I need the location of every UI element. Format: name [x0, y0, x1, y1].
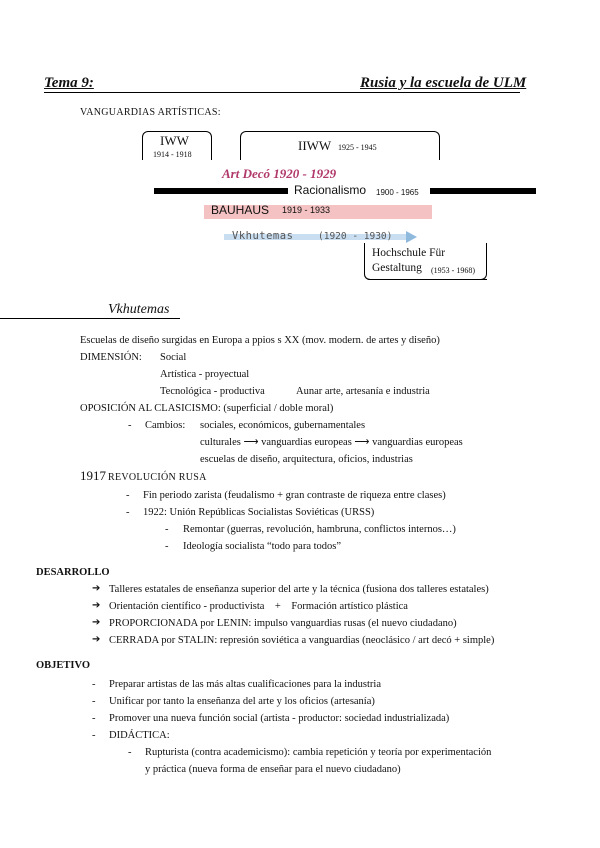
header-left: Tema 9:: [44, 75, 94, 91]
hochschule-dates: (1953 - 1968): [431, 266, 475, 275]
dimension-label: DIMENSIÓN:: [80, 352, 142, 363]
cambios-line2: culturales ⟶ vanguardias europeas ⟶ vanguardias europeas: [200, 437, 463, 448]
iiww-label: IIWW: [298, 138, 332, 153]
objetivo-item-4: DIDÁCTICA:: [109, 730, 170, 741]
cambios-label: Cambios:: [145, 420, 186, 431]
revolucion-bullet-1: -: [126, 490, 130, 501]
section-title: Vkhutemas: [108, 302, 170, 317]
revolucion-item-1: Fin periodo zarista (feudalismo + gran contraste de riqueza entre clases): [143, 490, 446, 501]
section-rule: [0, 318, 180, 319]
revolucion-sub-bullet-2: -: [165, 541, 169, 552]
header-rule: [44, 92, 520, 93]
racionalismo-bar-right: [430, 188, 536, 194]
intro-text: Escuelas de diseño surgidas en Europa a ppios s XX (mov. modern. de artes y diseño): [80, 335, 440, 346]
iww-dates: 1914 - 1918: [153, 150, 192, 159]
objetivo-item-3: Promover una nueva función social (artista - productor: sociedad industrializada): [109, 713, 450, 724]
revolucion-sub-bullet-1: -: [165, 524, 169, 535]
artdeco-label: Art Decó 1920 - 1929: [222, 166, 337, 181]
objetivo-item-1: Preparar artistas de las más altas cualificaciones para la industria: [109, 679, 382, 690]
objetivo-bullet-4: -: [92, 730, 96, 741]
iiww-dates: 1925 - 1945: [338, 143, 377, 152]
revolucion-item-2: 1922: Unión Repúblicas Socialistas Soviéticas (URSS): [143, 507, 375, 518]
desarrollo-item-2: Orientación científico - productivista + Formación artístico plástica: [109, 601, 408, 612]
objetivo-item-2: Unificar por tanto la enseñanza del arte y los oficios (artesanía): [109, 696, 375, 707]
objetivo-bullet-3: -: [92, 713, 96, 724]
dimension-social: Social: [160, 352, 187, 363]
desarrollo-title: DESARROLLO: [36, 567, 110, 578]
vkhutemas-timeline-label: Vkhutemas: [232, 230, 294, 242]
revolucion-title: REVOLUCIÓN RUSA: [108, 472, 207, 483]
hochschule-line2: Gestaltung: [372, 262, 422, 274]
didactica-line-2: y práctica (nueva forma de enseñar para el nuevo ciudadano): [145, 764, 401, 775]
objetivo-bullet-1: -: [92, 679, 96, 690]
arrow-icon: ➔: [92, 583, 101, 594]
cambios-line1: sociales, económicos, gubernamentales: [200, 420, 366, 431]
revolucion-sub-1: Remontar (guerras, revolución, hambruna, conflictos internos…): [183, 524, 456, 535]
didactica-line-1: Rupturista (contra academicismo): cambia repetición y teoría por experimentación: [145, 747, 492, 758]
racionalismo-dates: 1900 - 1965: [376, 188, 419, 197]
revolucion-bullet-2: -: [126, 507, 130, 518]
bauhaus-dates: 1919 - 1933: [282, 205, 331, 215]
hochschule-line1: Hochschule Für: [372, 247, 446, 259]
dimension-aunar: Aunar arte, artesanía e industria: [296, 386, 430, 397]
bauhaus-label: BAUHAUS: [211, 203, 270, 217]
vanguardias-label: VANGUARDIAS ARTÍSTICAS:: [80, 107, 221, 118]
dimension-artistica: Artística - proyectual: [160, 369, 250, 380]
revolucion-year: 1917: [80, 468, 106, 483]
desarrollo-item-1: Talleres estatales de enseñanza superior del arte y la técnica (fusiona dos talleres estatales): [109, 584, 489, 595]
objetivo-title: OBJETIVO: [36, 660, 91, 671]
header-right: Rusia y la escuela de ULM: [360, 75, 527, 91]
vkhutemas-timeline-dates: (1920 - 1930): [318, 231, 393, 242]
iww-label: IWW: [160, 133, 189, 148]
arrow-icon: ➔: [92, 617, 101, 628]
desarrollo-item-3: PROPORCIONADA por LENIN: impulso vanguardias rusas (el nuevo ciudadano): [109, 618, 457, 629]
arrow-icon: ➔: [92, 600, 101, 611]
cambios-line3: escuelas de diseño, arquitectura, oficios, industrias: [200, 454, 413, 465]
dimension-tecnologica: Tecnológica - productiva: [160, 386, 265, 397]
racionalismo-bar-left: [154, 188, 288, 194]
racionalismo-label: Racionalismo: [294, 183, 367, 197]
objetivo-bullet-2: -: [92, 696, 96, 707]
oposicion-title: OPOSICIÓN AL CLASICISMO: (superficial / doble moral): [80, 403, 334, 414]
arrow-icon: ➔: [92, 634, 101, 645]
desarrollo-item-4: CERRADA por STALIN: represión soviética a vanguardias (neoclásico / art decó + simple): [109, 635, 495, 646]
revolucion-sub-2: Ideología socialista “todo para todos”: [183, 541, 342, 552]
cambios-bullet: -: [128, 420, 132, 431]
didactica-bullet: -: [128, 747, 132, 758]
